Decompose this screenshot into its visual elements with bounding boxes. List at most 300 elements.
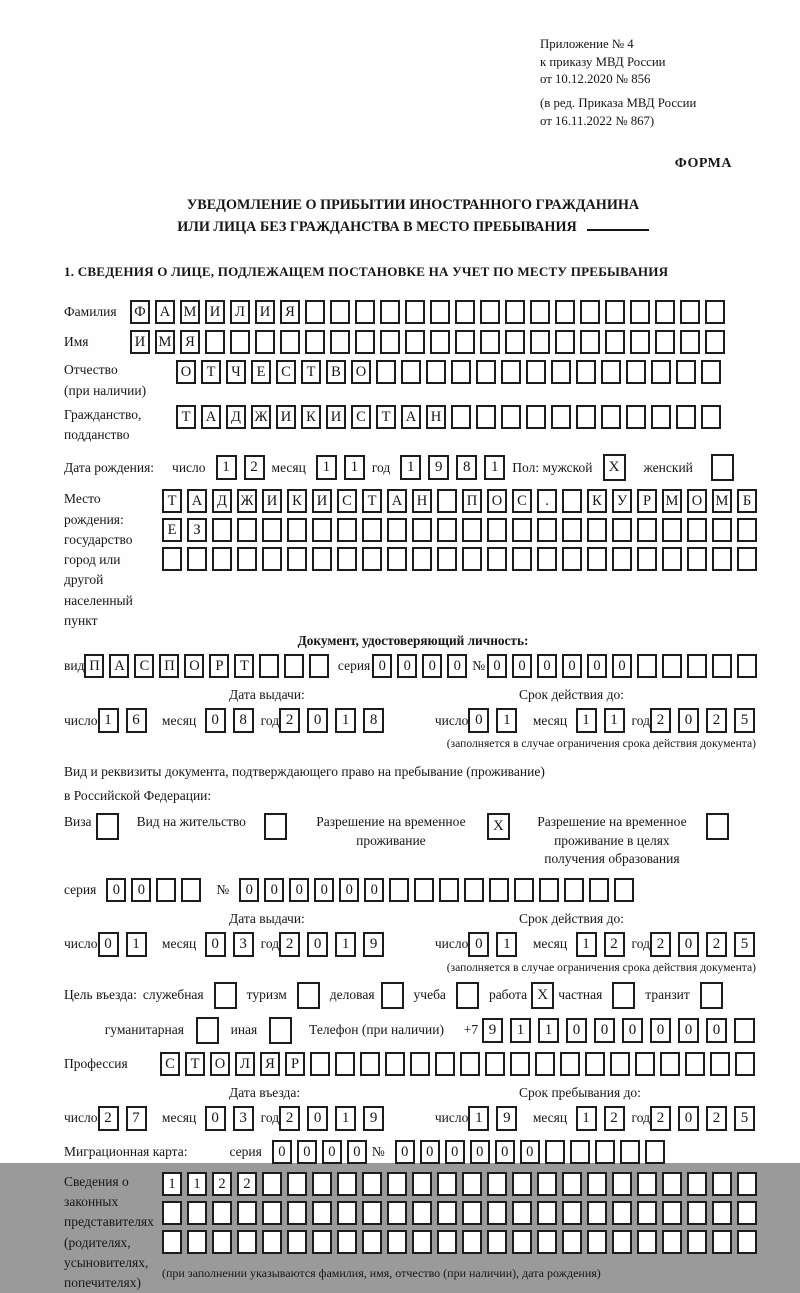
form-cell[interactable]: 0 xyxy=(537,654,557,678)
profession-cells[interactable] xyxy=(160,1052,760,1076)
form-cell[interactable] xyxy=(464,878,484,902)
form-cell[interactable] xyxy=(269,1017,292,1044)
form-cell[interactable]: 0 xyxy=(678,1106,699,1131)
form-cell[interactable] xyxy=(414,878,434,902)
form-cell[interactable]: А xyxy=(401,405,421,429)
form-cell[interactable]: 0 xyxy=(364,878,384,902)
form-cell[interactable] xyxy=(637,1201,657,1225)
form-cell[interactable]: 0 xyxy=(239,878,259,902)
form-cell[interactable] xyxy=(312,547,332,571)
residence-series-cells[interactable] xyxy=(106,878,206,902)
form-cell[interactable] xyxy=(637,1230,657,1254)
form-cell[interactable] xyxy=(626,360,646,384)
form-cell[interactable] xyxy=(381,982,404,1009)
form-cell[interactable] xyxy=(712,1230,732,1254)
form-cell[interactable] xyxy=(537,1201,557,1225)
form-cell[interactable] xyxy=(262,1172,282,1196)
form-cell[interactable]: О xyxy=(184,654,204,678)
form-cell[interactable] xyxy=(187,1201,207,1225)
form-cell[interactable]: 1 xyxy=(162,1172,182,1196)
form-cell[interactable] xyxy=(187,547,207,571)
form-cell[interactable] xyxy=(562,1230,582,1254)
form-cell[interactable] xyxy=(337,1230,357,1254)
form-cell[interactable] xyxy=(512,1201,532,1225)
form-cell[interactable] xyxy=(526,405,546,429)
form-cell[interactable]: 3 xyxy=(233,1106,254,1131)
form-cell[interactable]: Н xyxy=(426,405,446,429)
form-cell[interactable] xyxy=(676,360,696,384)
form-cell[interactable]: 1 xyxy=(576,932,597,957)
form-cell[interactable] xyxy=(360,1052,380,1076)
form-cell[interactable] xyxy=(405,300,425,324)
form-cell[interactable] xyxy=(380,330,400,354)
form-cell[interactable]: С xyxy=(134,654,154,678)
form-cell[interactable]: 9 xyxy=(363,1106,384,1131)
form-cell[interactable] xyxy=(687,654,707,678)
form-cell[interactable]: 1 xyxy=(400,455,421,480)
form-cell[interactable] xyxy=(612,518,632,542)
form-cell[interactable] xyxy=(737,1201,757,1225)
form-cell[interactable]: 8 xyxy=(456,455,477,480)
form-cell[interactable]: 0 xyxy=(678,708,699,733)
form-cell[interactable]: 0 xyxy=(594,1018,615,1043)
form-cell[interactable]: М xyxy=(180,300,200,324)
form-cell[interactable] xyxy=(362,518,382,542)
form-cell[interactable]: О xyxy=(687,489,707,513)
form-cell[interactable]: 0 xyxy=(468,932,489,957)
form-cell[interactable] xyxy=(701,405,721,429)
form-cell[interactable] xyxy=(512,518,532,542)
form-cell[interactable] xyxy=(614,878,634,902)
form-cell[interactable]: 0 xyxy=(520,1140,540,1164)
form-cell[interactable] xyxy=(737,654,757,678)
form-cell[interactable] xyxy=(662,547,682,571)
form-cell[interactable]: 0 xyxy=(678,932,699,957)
form-cell[interactable] xyxy=(437,1201,457,1225)
form-cell[interactable] xyxy=(480,330,500,354)
purpose-work-checkbox[interactable] xyxy=(531,982,554,1009)
form-cell[interactable]: 2 xyxy=(650,1106,671,1131)
form-cell[interactable]: А xyxy=(187,489,207,513)
visa-checkbox[interactable] xyxy=(96,813,119,840)
form-cell[interactable]: 0 xyxy=(307,932,328,957)
form-cell[interactable] xyxy=(389,878,409,902)
form-cell[interactable] xyxy=(562,1172,582,1196)
form-cell[interactable]: Я xyxy=(280,300,300,324)
form-cell[interactable] xyxy=(539,878,559,902)
identity-doc-type-cells[interactable] xyxy=(84,654,334,678)
form-cell[interactable] xyxy=(562,547,582,571)
form-cell[interactable] xyxy=(412,1201,432,1225)
form-cell[interactable] xyxy=(437,518,457,542)
purpose-business-checkbox[interactable] xyxy=(381,982,404,1009)
entry-day-cells[interactable] xyxy=(98,1106,154,1131)
form-cell[interactable] xyxy=(626,405,646,429)
form-cell[interactable] xyxy=(437,489,457,513)
form-cell[interactable] xyxy=(612,1230,632,1254)
form-cell[interactable] xyxy=(645,1140,665,1164)
form-cell[interactable]: С xyxy=(351,405,371,429)
form-cell[interactable] xyxy=(562,518,582,542)
form-cell[interactable] xyxy=(96,813,119,840)
form-cell[interactable] xyxy=(587,1230,607,1254)
form-cell[interactable]: Ч xyxy=(226,360,246,384)
form-cell[interactable]: 0 xyxy=(131,878,151,902)
form-cell[interactable]: 7 xyxy=(126,1106,147,1131)
form-cell[interactable] xyxy=(505,300,525,324)
form-cell[interactable] xyxy=(312,1172,332,1196)
form-cell[interactable] xyxy=(455,300,475,324)
form-cell[interactable]: 2 xyxy=(98,1106,119,1131)
form-cell[interactable] xyxy=(287,1201,307,1225)
form-cell[interactable] xyxy=(476,360,496,384)
form-cell[interactable] xyxy=(587,518,607,542)
stay-day-cells[interactable] xyxy=(468,1106,524,1131)
form-cell[interactable]: 1 xyxy=(576,1106,597,1131)
form-cell[interactable] xyxy=(734,1018,755,1043)
form-cell[interactable]: К xyxy=(587,489,607,513)
form-cell[interactable] xyxy=(576,405,596,429)
form-cell[interactable] xyxy=(487,1172,507,1196)
form-cell[interactable] xyxy=(460,1052,480,1076)
form-cell[interactable] xyxy=(456,982,479,1009)
form-cell[interactable] xyxy=(437,547,457,571)
form-cell[interactable] xyxy=(310,1052,330,1076)
form-cell[interactable]: И xyxy=(262,489,282,513)
form-cell[interactable]: 0 xyxy=(339,878,359,902)
form-cell[interactable] xyxy=(335,1052,355,1076)
form-cell[interactable] xyxy=(680,330,700,354)
form-cell[interactable] xyxy=(387,1230,407,1254)
form-cell[interactable] xyxy=(655,300,675,324)
form-cell[interactable] xyxy=(612,547,632,571)
form-cell[interactable] xyxy=(312,1230,332,1254)
form-cell[interactable] xyxy=(705,330,725,354)
form-cell[interactable] xyxy=(230,330,250,354)
form-cell[interactable] xyxy=(589,878,609,902)
form-cell[interactable]: Е xyxy=(162,518,182,542)
form-cell[interactable] xyxy=(537,1230,557,1254)
form-cell[interactable] xyxy=(530,300,550,324)
form-cell[interactable]: 2 xyxy=(279,1106,300,1131)
form-cell[interactable]: Р xyxy=(209,654,229,678)
identity-valid-month-cells[interactable] xyxy=(576,708,632,733)
form-cell[interactable] xyxy=(512,547,532,571)
form-cell[interactable] xyxy=(710,1052,730,1076)
entry-month-cells[interactable] xyxy=(205,1106,261,1131)
form-cell[interactable] xyxy=(687,1172,707,1196)
form-cell[interactable] xyxy=(162,1201,182,1225)
form-cell[interactable]: Ж xyxy=(251,405,271,429)
form-cell[interactable] xyxy=(512,1172,532,1196)
form-cell[interactable] xyxy=(412,547,432,571)
form-cell[interactable]: С xyxy=(160,1052,180,1076)
form-cell[interactable]: И xyxy=(130,330,150,354)
form-cell[interactable]: 0 xyxy=(587,654,607,678)
form-cell[interactable] xyxy=(712,654,732,678)
form-cell[interactable]: 0 xyxy=(297,1140,317,1164)
birth-year-cells[interactable] xyxy=(400,455,512,480)
form-cell[interactable]: 0 xyxy=(622,1018,643,1043)
form-cell[interactable]: Ф xyxy=(130,300,150,324)
form-cell[interactable]: 9 xyxy=(428,455,449,480)
form-cell[interactable]: 2 xyxy=(279,932,300,957)
identity-doc-series-cells[interactable] xyxy=(372,654,472,678)
form-cell[interactable]: 1 xyxy=(484,455,505,480)
form-cell[interactable]: 1 xyxy=(468,1106,489,1131)
form-cell[interactable] xyxy=(309,654,329,678)
form-cell[interactable] xyxy=(562,1201,582,1225)
form-cell[interactable]: . xyxy=(537,489,557,513)
purpose-transit-checkbox[interactable] xyxy=(700,982,723,1009)
form-cell[interactable] xyxy=(662,654,682,678)
form-cell[interactable] xyxy=(156,878,176,902)
form-cell[interactable]: 0 xyxy=(487,654,507,678)
form-cell[interactable] xyxy=(530,330,550,354)
form-cell[interactable] xyxy=(537,547,557,571)
form-cell[interactable] xyxy=(635,1052,655,1076)
form-cell[interactable] xyxy=(387,547,407,571)
form-cell[interactable] xyxy=(462,1230,482,1254)
form-cell[interactable] xyxy=(489,878,509,902)
form-cell[interactable] xyxy=(487,1201,507,1225)
form-cell[interactable] xyxy=(426,360,446,384)
form-cell[interactable]: Т xyxy=(162,489,182,513)
form-cell[interactable]: П xyxy=(84,654,104,678)
form-cell[interactable] xyxy=(476,405,496,429)
form-cell[interactable]: 0 xyxy=(347,1140,367,1164)
form-cell[interactable] xyxy=(637,654,657,678)
form-cell[interactable]: О xyxy=(210,1052,230,1076)
form-cell[interactable] xyxy=(462,547,482,571)
form-cell[interactable] xyxy=(620,1140,640,1164)
form-cell[interactable] xyxy=(212,547,232,571)
form-cell[interactable] xyxy=(212,1230,232,1254)
birth-day-cells[interactable] xyxy=(216,455,272,480)
form-cell[interactable]: 0 xyxy=(445,1140,465,1164)
form-cell[interactable]: 0 xyxy=(562,654,582,678)
form-cell[interactable] xyxy=(630,330,650,354)
form-cell[interactable] xyxy=(212,1201,232,1225)
form-cell[interactable]: З xyxy=(187,518,207,542)
form-cell[interactable]: Л xyxy=(235,1052,255,1076)
form-cell[interactable]: 1 xyxy=(335,932,356,957)
form-cell[interactable] xyxy=(685,1052,705,1076)
form-cell[interactable] xyxy=(706,813,729,840)
form-cell[interactable] xyxy=(687,547,707,571)
form-cell[interactable] xyxy=(387,1172,407,1196)
migration-series-cells[interactable] xyxy=(272,1140,372,1164)
form-cell[interactable] xyxy=(610,1052,630,1076)
form-cell[interactable]: 0 xyxy=(420,1140,440,1164)
form-cell[interactable]: 1 xyxy=(335,1106,356,1131)
form-cell[interactable]: И xyxy=(312,489,332,513)
form-cell[interactable] xyxy=(412,1172,432,1196)
form-cell[interactable] xyxy=(662,1201,682,1225)
purpose-tourism-checkbox[interactable] xyxy=(297,982,320,1009)
form-cell[interactable] xyxy=(526,360,546,384)
form-cell[interactable] xyxy=(412,1230,432,1254)
form-cell[interactable] xyxy=(312,1201,332,1225)
stay-month-cells[interactable] xyxy=(576,1106,632,1131)
form-cell[interactable]: А xyxy=(155,300,175,324)
form-cell[interactable] xyxy=(297,982,320,1009)
form-cell[interactable] xyxy=(337,518,357,542)
form-cell[interactable] xyxy=(712,1172,732,1196)
form-cell[interactable] xyxy=(385,1052,405,1076)
form-cell[interactable] xyxy=(412,518,432,542)
form-cell[interactable] xyxy=(214,982,237,1009)
form-cell[interactable] xyxy=(580,330,600,354)
form-cell[interactable]: 1 xyxy=(344,455,365,480)
representatives-row1-cells[interactable] xyxy=(162,1172,762,1196)
form-cell[interactable] xyxy=(237,518,257,542)
form-cell[interactable]: 0 xyxy=(706,1018,727,1043)
surname-cells[interactable] xyxy=(130,300,730,324)
form-cell[interactable] xyxy=(585,1052,605,1076)
form-cell[interactable] xyxy=(305,300,325,324)
form-cell[interactable] xyxy=(205,330,225,354)
form-cell[interactable]: 1 xyxy=(496,932,517,957)
form-cell[interactable]: 0 xyxy=(372,654,392,678)
form-cell[interactable]: 0 xyxy=(205,932,226,957)
purpose-private-checkbox[interactable] xyxy=(612,982,635,1009)
form-cell[interactable]: К xyxy=(287,489,307,513)
form-cell[interactable]: 2 xyxy=(244,455,265,480)
form-cell[interactable]: Р xyxy=(285,1052,305,1076)
form-cell[interactable]: 0 xyxy=(468,708,489,733)
form-cell[interactable] xyxy=(287,547,307,571)
form-cell[interactable] xyxy=(555,300,575,324)
form-cell[interactable] xyxy=(262,1201,282,1225)
form-cell[interactable] xyxy=(612,982,635,1009)
form-cell[interactable] xyxy=(535,1052,555,1076)
form-cell[interactable]: Я xyxy=(260,1052,280,1076)
form-cell[interactable] xyxy=(737,547,757,571)
form-cell[interactable]: 0 xyxy=(205,708,226,733)
form-cell[interactable] xyxy=(280,330,300,354)
form-cell[interactable]: 2 xyxy=(650,932,671,957)
form-cell[interactable] xyxy=(587,1172,607,1196)
citizenship-cells[interactable] xyxy=(176,405,726,429)
form-cell[interactable] xyxy=(259,654,279,678)
form-cell[interactable]: 1 xyxy=(126,932,147,957)
form-cell[interactable]: 2 xyxy=(604,932,625,957)
form-cell[interactable]: У xyxy=(612,489,632,513)
form-cell[interactable] xyxy=(487,518,507,542)
form-cell[interactable] xyxy=(510,1052,530,1076)
residence-valid-year-cells[interactable] xyxy=(650,932,762,957)
form-cell[interactable] xyxy=(676,405,696,429)
form-cell[interactable] xyxy=(435,1052,455,1076)
form-cell[interactable] xyxy=(330,330,350,354)
form-cell[interactable] xyxy=(181,878,201,902)
form-cell[interactable]: 0 xyxy=(650,1018,671,1043)
form-cell[interactable]: Т xyxy=(376,405,396,429)
form-cell[interactable]: 0 xyxy=(289,878,309,902)
entry-year-cells[interactable] xyxy=(279,1106,391,1131)
form-cell[interactable]: Б xyxy=(737,489,757,513)
form-cell[interactable]: 0 xyxy=(98,932,119,957)
form-cell[interactable]: 1 xyxy=(510,1018,531,1043)
form-cell[interactable]: Ж xyxy=(237,489,257,513)
form-cell[interactable]: X xyxy=(487,813,510,840)
form-cell[interactable] xyxy=(455,330,475,354)
form-cell[interactable]: 0 xyxy=(447,654,467,678)
form-cell[interactable] xyxy=(462,1201,482,1225)
form-cell[interactable]: Е xyxy=(251,360,271,384)
form-cell[interactable] xyxy=(687,518,707,542)
form-cell[interactable] xyxy=(485,1052,505,1076)
form-cell[interactable] xyxy=(262,547,282,571)
form-cell[interactable] xyxy=(630,300,650,324)
form-cell[interactable]: П xyxy=(462,489,482,513)
form-cell[interactable] xyxy=(605,300,625,324)
temp-permit-checkbox[interactable] xyxy=(487,813,510,840)
form-cell[interactable] xyxy=(287,1230,307,1254)
form-cell[interactable] xyxy=(264,813,287,840)
migration-number-cells[interactable] xyxy=(395,1140,670,1164)
form-cell[interactable]: 0 xyxy=(397,654,417,678)
form-cell[interactable] xyxy=(187,1230,207,1254)
phone-cells[interactable] xyxy=(482,1018,762,1043)
form-cell[interactable] xyxy=(330,300,350,324)
form-cell[interactable] xyxy=(551,360,571,384)
form-cell[interactable] xyxy=(637,547,657,571)
form-cell[interactable] xyxy=(687,1201,707,1225)
form-cell[interactable]: 2 xyxy=(706,1106,727,1131)
form-cell[interactable] xyxy=(655,330,675,354)
form-cell[interactable] xyxy=(337,1201,357,1225)
residence-valid-month-cells[interactable] xyxy=(576,932,632,957)
form-cell[interactable]: 0 xyxy=(678,1018,699,1043)
form-cell[interactable] xyxy=(662,1172,682,1196)
form-cell[interactable] xyxy=(637,1172,657,1196)
form-cell[interactable]: К xyxy=(301,405,321,429)
form-cell[interactable] xyxy=(410,1052,430,1076)
form-cell[interactable] xyxy=(380,300,400,324)
form-cell[interactable] xyxy=(312,518,332,542)
form-cell[interactable] xyxy=(737,518,757,542)
form-cell[interactable] xyxy=(462,1172,482,1196)
form-cell[interactable] xyxy=(405,330,425,354)
form-cell[interactable]: 1 xyxy=(335,708,356,733)
identity-valid-year-cells[interactable] xyxy=(650,708,762,733)
form-cell[interactable] xyxy=(430,330,450,354)
form-cell[interactable] xyxy=(362,1230,382,1254)
form-cell[interactable]: 0 xyxy=(422,654,442,678)
purpose-official-checkbox[interactable] xyxy=(214,982,237,1009)
form-cell[interactable]: 2 xyxy=(604,1106,625,1131)
form-cell[interactable] xyxy=(284,654,304,678)
form-cell[interactable] xyxy=(430,300,450,324)
form-cell[interactable] xyxy=(462,518,482,542)
form-cell[interactable] xyxy=(401,360,421,384)
form-cell[interactable] xyxy=(437,1172,457,1196)
form-cell[interactable] xyxy=(712,1201,732,1225)
form-cell[interactable]: 2 xyxy=(212,1172,232,1196)
form-cell[interactable] xyxy=(505,330,525,354)
form-cell[interactable] xyxy=(337,1172,357,1196)
form-cell[interactable] xyxy=(680,300,700,324)
form-cell[interactable]: Я xyxy=(180,330,200,354)
residence-valid-day-cells[interactable] xyxy=(468,932,524,957)
form-cell[interactable] xyxy=(362,1201,382,1225)
form-cell[interactable] xyxy=(387,1201,407,1225)
form-cell[interactable] xyxy=(735,1052,755,1076)
form-cell[interactable]: X xyxy=(603,454,626,481)
form-cell[interactable] xyxy=(662,1230,682,1254)
